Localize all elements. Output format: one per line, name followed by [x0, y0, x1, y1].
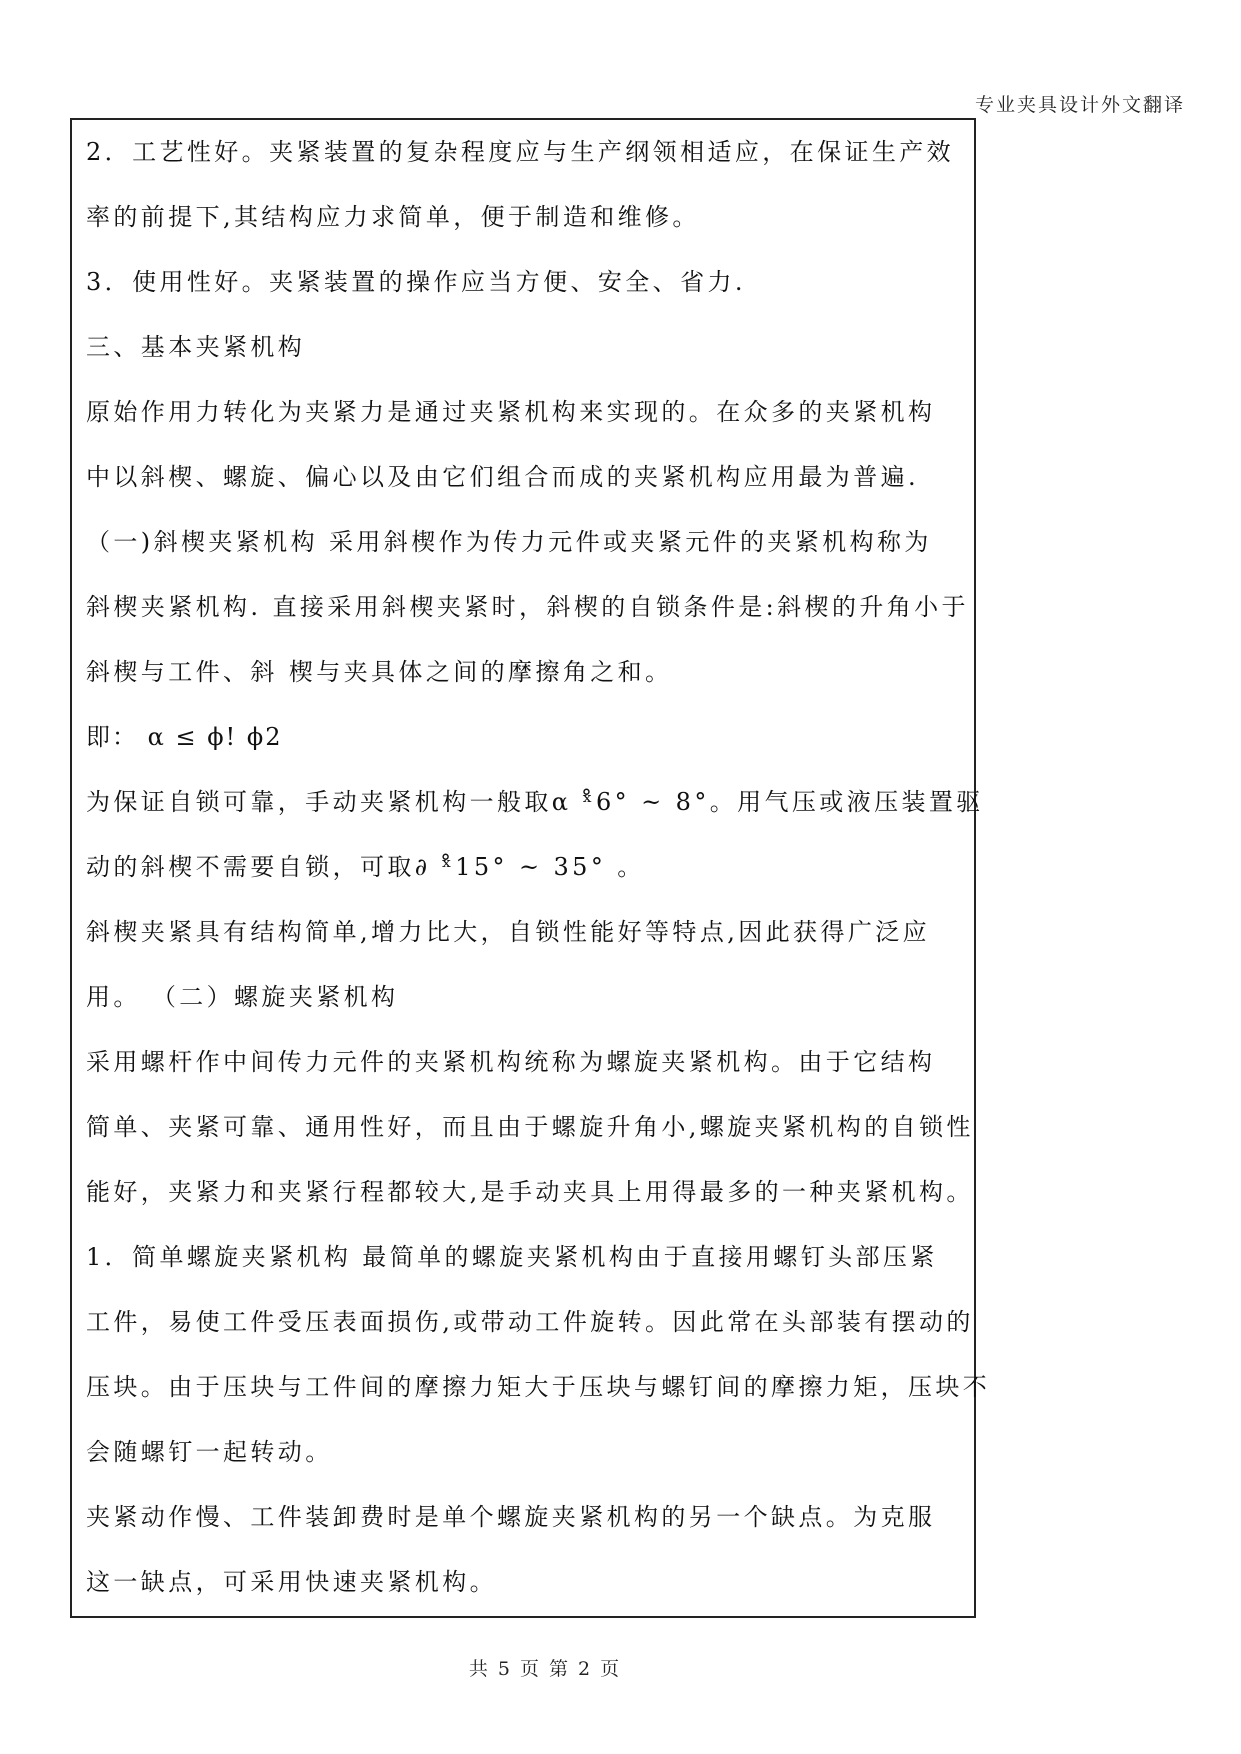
text-line: 会随螺钉一起转动。: [86, 1438, 333, 1466]
text-line: 工件，易使工件受压表面损伤,或带动工件旋转。因此常在头部装有摆动的: [86, 1308, 974, 1336]
text-line: （一)斜楔夹紧机构 采用斜楔作为传力元件或夹紧元件的夹紧机构称为: [86, 528, 932, 556]
text-line: 斜楔与工件、斜 楔与夹具体之间的摩擦角之和。: [86, 658, 673, 686]
text-line: 斜楔夹紧机构. 直接采用斜楔夹紧时，斜楔的自锁条件是:斜楔的升角小于: [86, 593, 969, 621]
text-line: 动的斜楔不需要自锁，可取∂ ˣ̊15° ~ 35° 。: [86, 853, 645, 881]
text-line: 夹紧动作慢、工件装卸费时是单个螺旋夹紧机构的另一个缺点。为克服: [86, 1503, 936, 1531]
text-line: 简单、夹紧可靠、通用性好，而且由于螺旋升角小,螺旋夹紧机构的自锁性: [86, 1113, 974, 1141]
text-line: 2．工艺性好。夹紧装置的复杂程度应与生产纲领相适应，在保证生产效: [86, 138, 955, 166]
text-line: 率的前提下,其结构应力求简单，便于制造和维修。: [86, 203, 700, 231]
document-header-title: 专业夹具设计外文翻译: [974, 94, 1185, 116]
text-line: 3．使用性好。夹紧装置的操作应当方便、安全、省力.: [86, 268, 746, 296]
section-heading: 三、基本夹紧机构: [86, 333, 306, 361]
text-line: 用。 （二）螺旋夹紧机构: [86, 983, 399, 1011]
text-line: 这一缺点，可采用快速夹紧机构。: [86, 1568, 497, 1596]
text-line: 采用螺杆作中间传力元件的夹紧机构统称为螺旋夹紧机构。由于它结构: [86, 1048, 936, 1076]
text-line: 能好，夹紧力和夹紧行程都较大,是手动夹具上用得最多的一种夹紧机构。: [86, 1178, 974, 1206]
text-line: 原始作用力转化为夹紧力是通过夹紧机构来实现的。在众多的夹紧机构: [86, 398, 936, 426]
page-number: 共 5 页 第 2 页: [468, 1658, 622, 1680]
text-line: 压块。由于压块与工件间的摩擦力矩大于压块与螺钉间的摩擦力矩，压块不: [86, 1373, 991, 1401]
text-line: 斜楔夹紧具有结构简单,增力比大，自锁性能好等特点,因此获得广泛应: [86, 918, 931, 946]
text-line: 中以斜楔、螺旋、偏心以及由它们组合而成的夹紧机构应用最为普遍.: [86, 463, 920, 491]
text-line: 为保证自锁可靠，手动夹紧机构一般取α ˣ̊6° ~ 8°。用气压或液压装置驱: [86, 788, 984, 816]
formula-line: 即： α ≤ ϕ! ϕ2: [86, 723, 283, 751]
text-line: 1．简单螺旋夹紧机构 最简单的螺旋夹紧机构由于直接用螺钉头部压紧: [86, 1243, 938, 1271]
